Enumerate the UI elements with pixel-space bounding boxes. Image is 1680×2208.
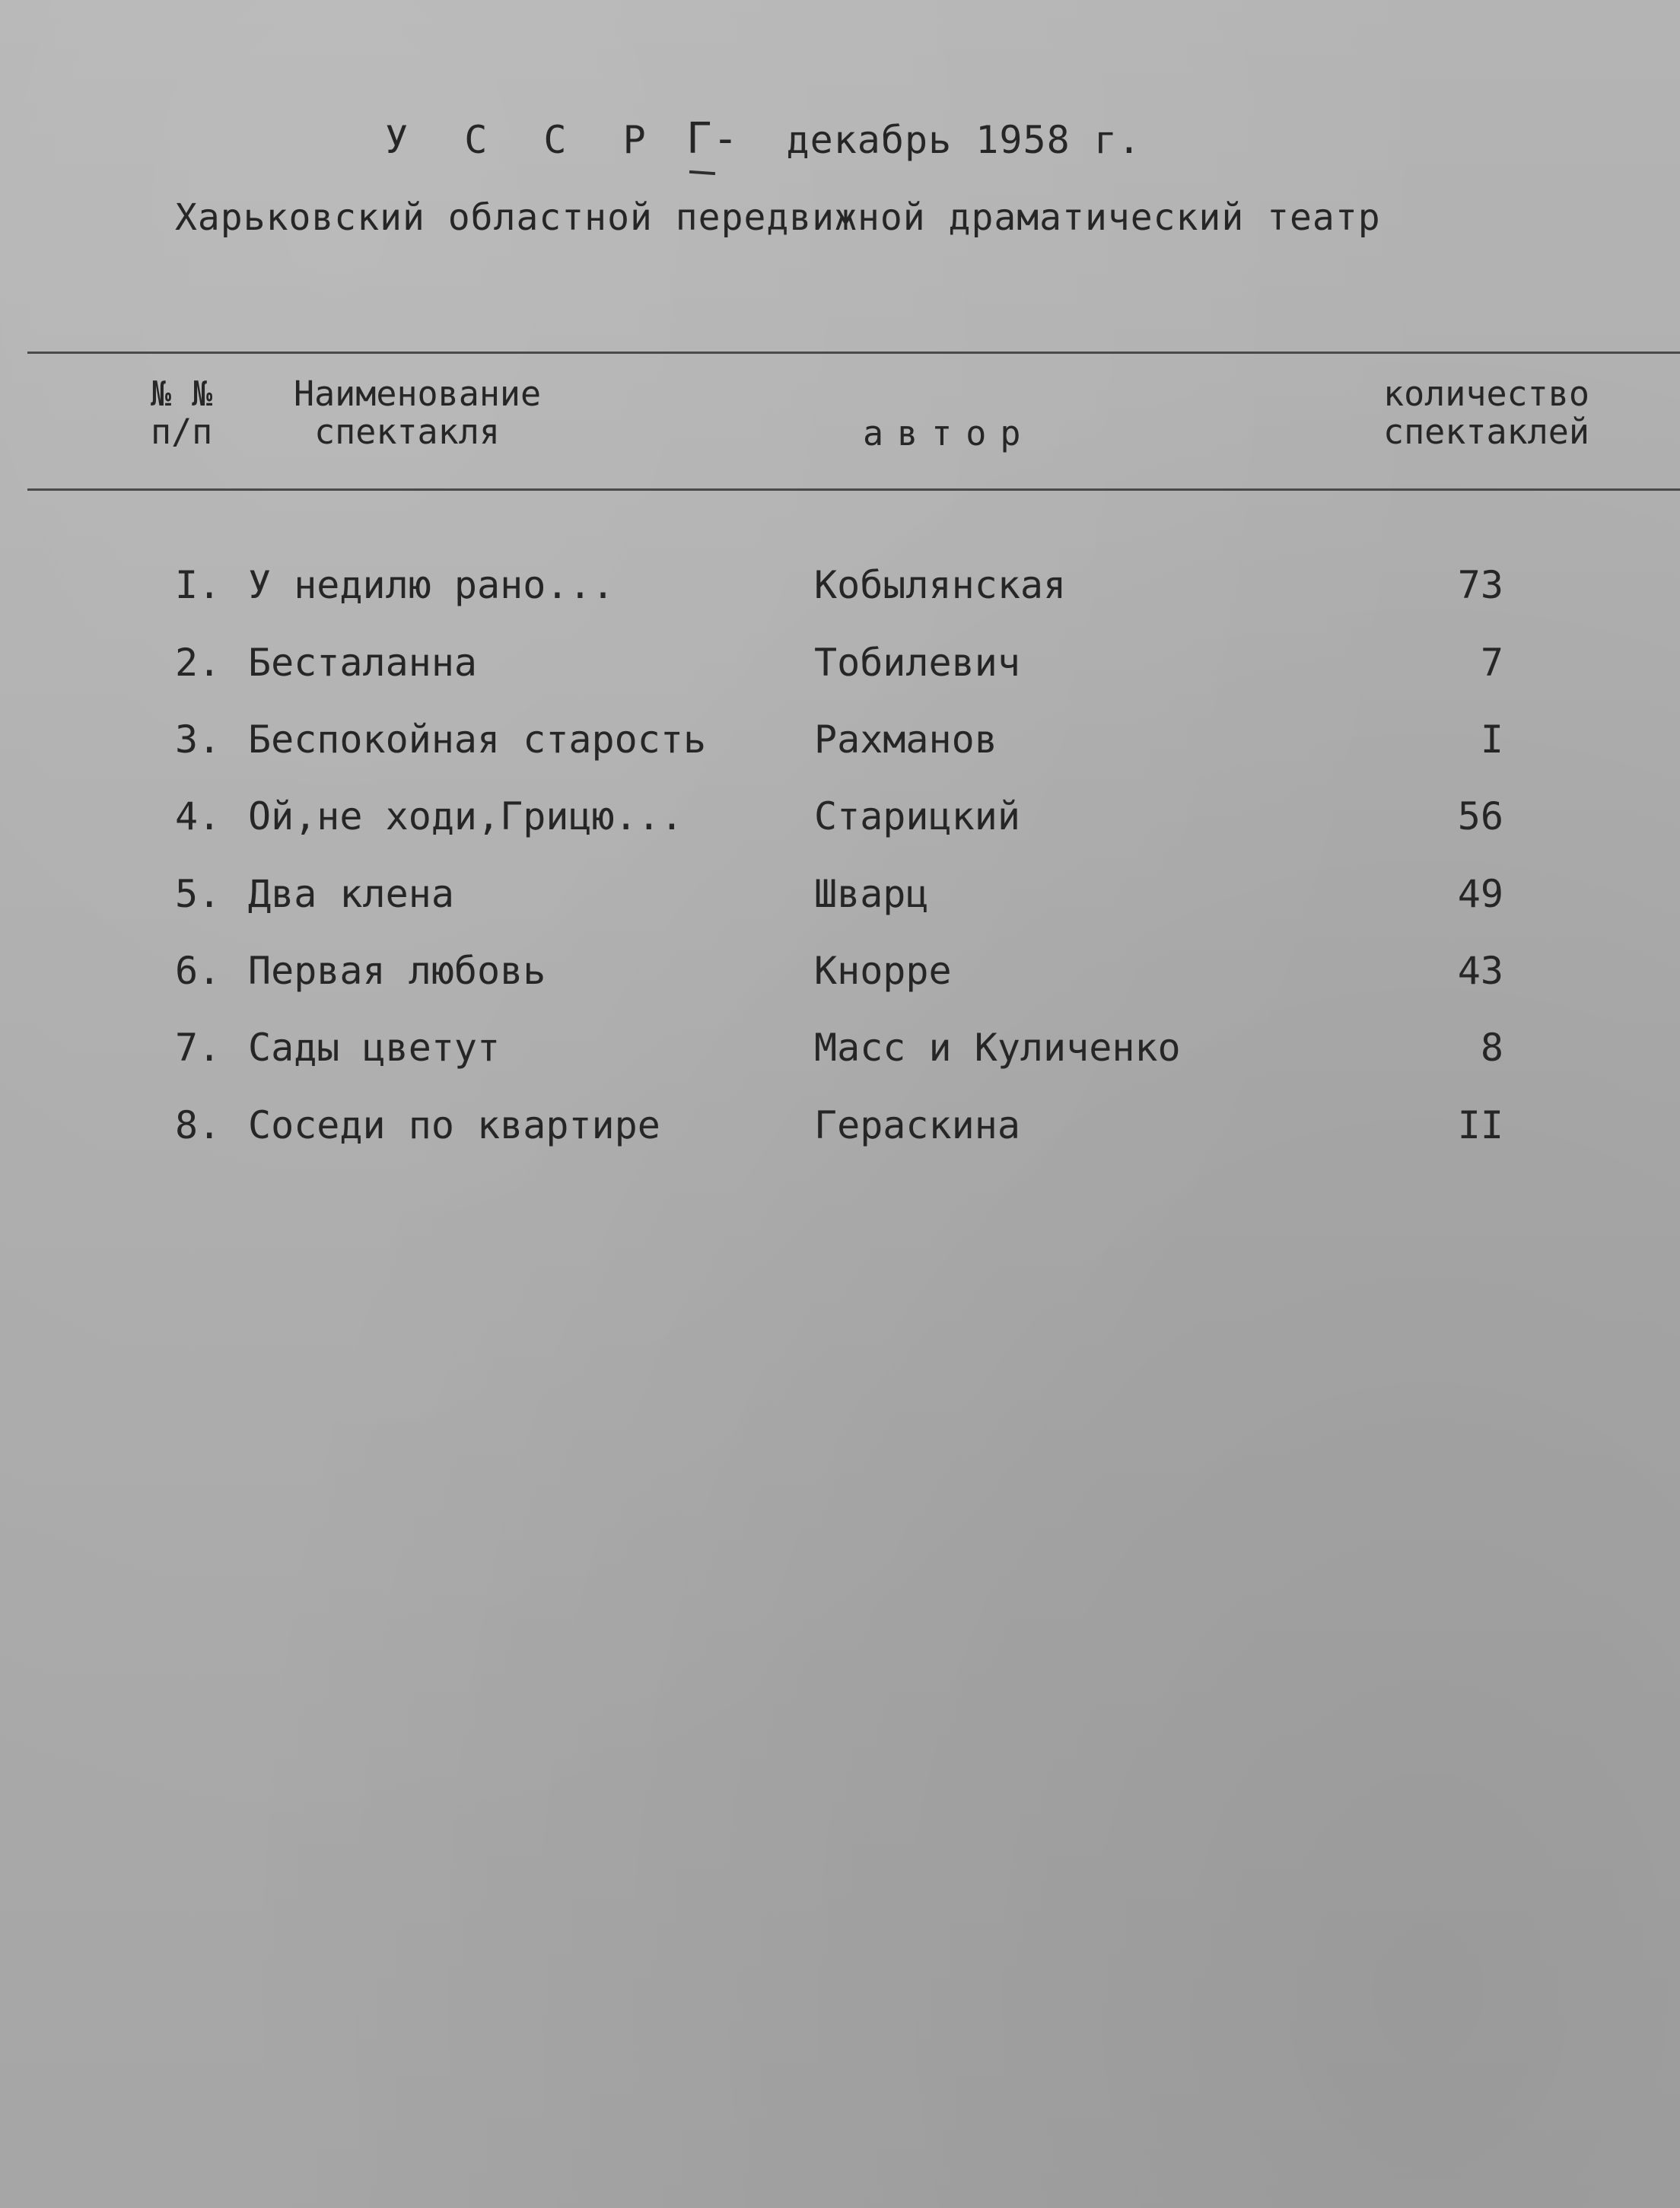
play-author: Масс и Куличенко bbox=[814, 1026, 1181, 1070]
performance-count: 7 bbox=[1480, 641, 1503, 685]
document-header bbox=[385, 114, 1141, 164]
column-header-number-line1: № № bbox=[151, 374, 213, 414]
performance-count: II bbox=[1457, 1103, 1503, 1147]
play-author: Старицкий bbox=[814, 794, 1020, 838]
row-number: 2. bbox=[175, 641, 221, 685]
play-title: Первая любовь bbox=[248, 949, 546, 993]
table-header-rule bbox=[27, 488, 1680, 491]
handwritten-mark: Г- bbox=[686, 114, 740, 164]
play-author: Рахманов bbox=[814, 717, 998, 762]
play-author: Кнорре bbox=[814, 949, 952, 993]
column-header-title bbox=[294, 375, 541, 451]
row-number: I. bbox=[175, 563, 221, 607]
row-number: 6. bbox=[175, 949, 221, 993]
play-title: У недилю рано... bbox=[248, 563, 615, 607]
column-header-title-line2: спектакля bbox=[314, 412, 500, 452]
play-title: Два клена bbox=[248, 872, 454, 916]
play-title: Бесталанна bbox=[248, 641, 478, 685]
performance-count: 8 bbox=[1480, 1026, 1503, 1070]
table-row bbox=[0, 717, 1680, 786]
play-author: Кобылянская bbox=[814, 563, 1067, 607]
row-number: 3. bbox=[175, 717, 221, 762]
performance-count: 43 bbox=[1457, 949, 1503, 993]
performance-count: 56 bbox=[1457, 794, 1503, 838]
row-number: 7. bbox=[175, 1026, 221, 1070]
column-header-number bbox=[151, 375, 212, 451]
column-header-count-line2: спектаклей bbox=[1383, 412, 1589, 452]
performance-count: I bbox=[1480, 717, 1503, 762]
play-title: Сады цветут bbox=[248, 1026, 501, 1070]
play-title: Ой,не ходи,Грицю... bbox=[248, 794, 683, 838]
row-number: 5. bbox=[175, 872, 221, 916]
column-header-title-line1: Наименование bbox=[294, 374, 542, 414]
column-header-number-line2: п/п bbox=[151, 412, 213, 452]
table-row bbox=[0, 1026, 1680, 1094]
table-row bbox=[0, 641, 1680, 709]
theatre-name: Харьковский областной передвижной драматический театр bbox=[175, 196, 1381, 239]
play-author: Тобилевич bbox=[814, 641, 1020, 685]
column-header-author: автор bbox=[863, 413, 1035, 453]
performance-count: 73 bbox=[1457, 563, 1503, 607]
row-number: 4. bbox=[175, 794, 221, 838]
play-title: Беспокойная старость bbox=[248, 717, 707, 762]
row-number: 8. bbox=[175, 1103, 221, 1147]
table-row bbox=[0, 563, 1680, 632]
table-row bbox=[0, 1103, 1680, 1172]
play-title: Соседи по квартире bbox=[248, 1103, 660, 1147]
column-header-count bbox=[1383, 375, 1589, 451]
table-row bbox=[0, 949, 1680, 1017]
column-header-count-line1: количество bbox=[1383, 374, 1589, 414]
table-top-rule bbox=[27, 352, 1680, 354]
play-author: Гераскина bbox=[814, 1103, 1020, 1147]
table-row bbox=[0, 872, 1680, 940]
performance-count: 49 bbox=[1457, 872, 1503, 916]
republic-abbreviation: У С С Р bbox=[385, 118, 663, 162]
table-row bbox=[0, 794, 1680, 863]
play-author: Шварц bbox=[814, 872, 929, 916]
report-date: декабрь 1958 г. bbox=[786, 118, 1142, 162]
